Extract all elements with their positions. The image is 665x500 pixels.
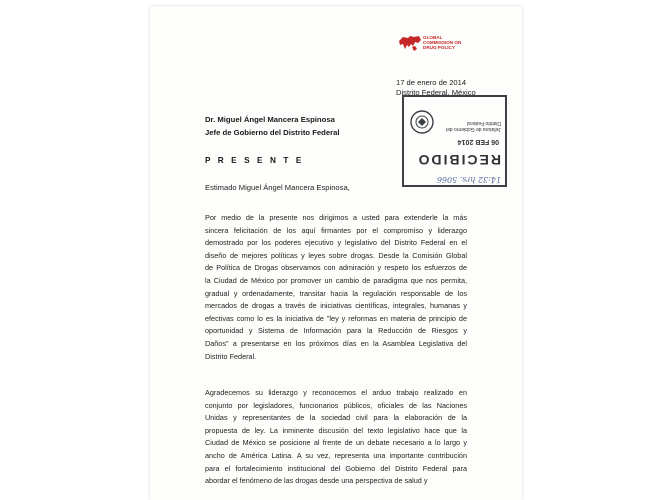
paragraph-line: abordar el fenómeno de las drogas desde una perspectiva de salud y: [205, 476, 428, 486]
addressee-title: Jefe de Gobierno del Distrito Federal: [205, 127, 340, 137]
stamp-date: 06 FEB 2014: [457, 138, 499, 145]
paragraph-line: ancho de América Latina. A su vez, representa una importante contribución: [205, 450, 467, 460]
paragraph-line: gradual y ordenadamente, transitar hacia la regulación responsable de los: [205, 288, 467, 298]
stamp-org: [439, 120, 501, 132]
paragraph-line: Ciudad de México se posicione al frente de un debate necesario a lo largo y: [205, 438, 467, 448]
logo-line-3: DRUG POLICY: [423, 45, 455, 51]
stamp-title: RECIBIDO: [416, 152, 501, 168]
paragraph-line: conjunto por legisladores, funcionarios públicos, oficiales de las Naciones: [205, 400, 467, 410]
greeting: Estimado Miguel Ángel Mancera Espinosa,: [205, 183, 350, 192]
paragraph-line: de Política de Drogas observamos con admiración y respeto los esfuerzos de: [205, 263, 467, 273]
paragraph-line: propuesta de ley. La inminente discusión del texto legislativo hace que la: [205, 425, 467, 435]
paragraph-line: sincera felicitación de los aquí firmantes por el compromiso y liderazgo: [205, 225, 467, 235]
letter-page: [150, 6, 522, 500]
letter-date: 17 de enero de 2014: [396, 78, 467, 87]
logo-line-1: GLOBAL: [423, 35, 443, 40]
paragraph-line: la Ciudad de México por promover un cambio de paradigma que nos permita,: [205, 275, 467, 285]
logo-text: [423, 35, 469, 51]
paragraph-line: mercados de drogas a través de iniciativas científicas, integrales, humanas y: [205, 301, 467, 311]
paragraph-line: Daños" a presentarse en los próximos días en la Asamblea Legislativa del: [205, 338, 467, 348]
presente-heading: P R E S E N T E: [205, 156, 304, 165]
addressee-block: [205, 114, 340, 139]
paragraph-line: efectivas como lo es la iniciativa de "ley y reformas en materia de principio de: [205, 313, 467, 323]
paragraph-1: [205, 212, 467, 363]
paragraph-line: para el fortalecimiento institucional del Gobierno del Distrito Federal para: [205, 463, 467, 473]
paragraph-line: demostrado por los poderes ejecutivo y legislativo del Distrito Federal en el: [205, 238, 467, 248]
paragraph-line: oportunidad y Sistema de Información para la Reducción de Riesgos y: [205, 326, 467, 336]
stamp-org-line-2: Distrito Federal: [467, 120, 501, 126]
paragraph-line: Distrito Federal.: [205, 351, 257, 361]
world-map-icon: [398, 34, 422, 52]
paragraph-line: Por medio de la presente nos dirigimos a usted para extenderle la más: [205, 213, 467, 222]
logo-line-2: COMMISSION ON: [423, 40, 462, 46]
paragraph-line: Agradecemos su liderazgo y reconocemos el arduo trabajo realizado en: [205, 388, 467, 397]
received-stamp: [402, 95, 507, 187]
addressee-name: Dr. Miguel Ángel Mancera Espinosa: [205, 115, 335, 124]
global-commission-logo: [398, 32, 468, 58]
paragraph-line: Unidas y representantes de la sociedad civil para la elaboración de la: [205, 413, 467, 423]
stamp-handwriting: 14:32 hrs. 5066: [436, 175, 501, 184]
seal-icon: [409, 109, 435, 135]
stamp-org-line-1: Jefatura de Gobierno del: [445, 126, 501, 132]
paragraph-2: [205, 387, 467, 488]
paragraph-line: diseño de mejores políticas y leyes sobre drogas. Desde la Comisión Global: [205, 250, 467, 260]
letter-place: Distrito Federal, México: [396, 88, 476, 97]
